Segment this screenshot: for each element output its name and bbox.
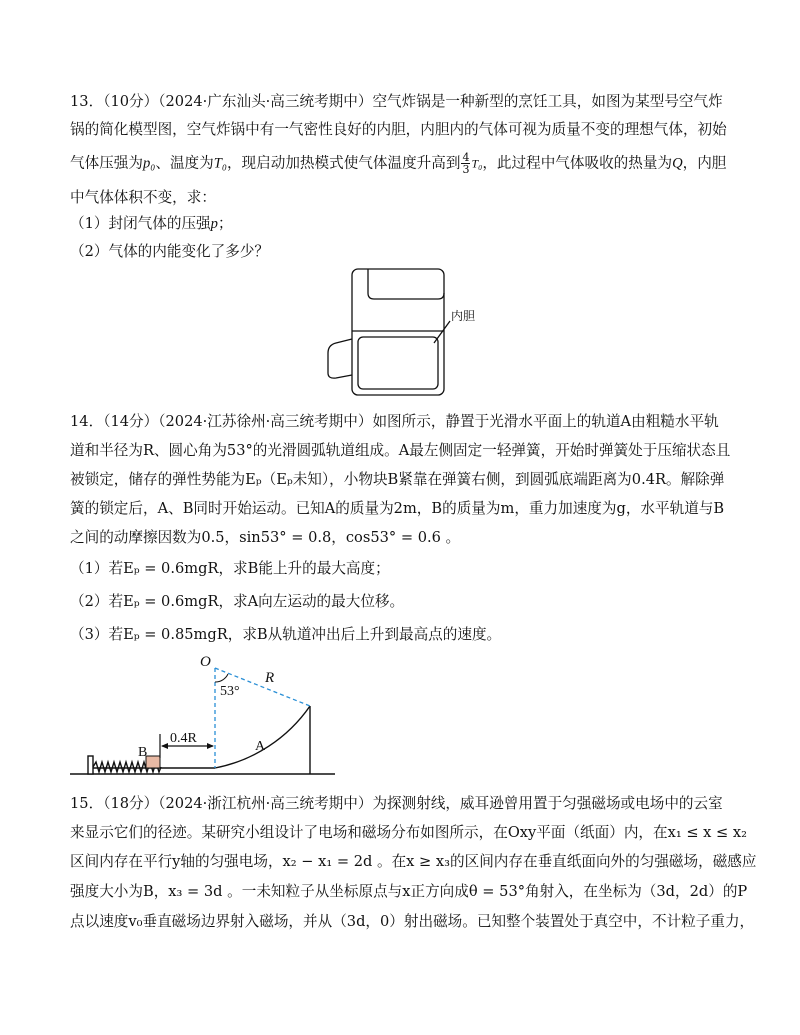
label-o: O [200, 654, 211, 670]
q13-line-2: 锅的简化模型图，空气炸锅中有一气密性良好的内胆，内胆内的气体可视为质量不变的理想气体，初始 [70, 121, 727, 138]
q14-sub-2: （2）若Eₚ = 0.6mgR，求A向左运动的最大位移。 [70, 593, 405, 610]
distance-arrowhead-right [207, 743, 214, 749]
q13-line-3 [70, 152, 726, 175]
q13-text-d: ，此过程中气体吸收的热量为 [482, 154, 673, 172]
q13-fraction [461, 152, 470, 175]
q13-line-1: 13．（10分）（2024·广东汕头·高三统考期中）空气炸锅是一种新型的烹饪工具，如图为某型号空气炸 [70, 93, 723, 110]
q15-line-1: 15．（18分）（2024·浙江杭州·高三统考期中）为探测射线，威耳逊曾用置于匀强磁场或电场中的云室 [70, 795, 723, 812]
q13-sub1-p: p [210, 216, 218, 232]
arc-track [215, 706, 310, 768]
q13-text-a: 气体压强为 [70, 154, 143, 172]
q13-line-4: 中气体体积不变，求： [70, 189, 216, 206]
q14-sub-1: （1）若Eₚ = 0.6mgR，求B能上升的最大高度； [70, 560, 390, 577]
q14-line-1: 14．（14分）（2024·江苏徐州·高三统考期中）如图所示，静置于光滑水平面上的轨道A由粗糙水平轨 [70, 413, 719, 430]
q13-t0: T₀ [213, 155, 227, 172]
left-wall [88, 756, 93, 774]
q14-line-3: 被锁定，储存的弹性势能为Eₚ（Eₚ未知），小物块B紧靠在弹簧右侧，到圆弧底端距离为0.4R。解除弹 [70, 471, 725, 488]
q13-sub1-end: ； [217, 215, 233, 232]
label-b: B [138, 745, 148, 760]
fryer-handle [328, 339, 352, 378]
q13-t0b: T₀ [471, 156, 483, 171]
fryer-top-panel [368, 269, 444, 299]
track-figure [60, 650, 340, 780]
label-angle: 53° [220, 684, 240, 699]
inner-pot-leader [434, 321, 450, 343]
q13-frac-den: 3 [462, 163, 470, 176]
q14-line-2: 道和半径为R、圆心角为53°的光滑圆弧轨道组成。A最左侧固定一轻弹簧，开始时弹簧处于压缩状态且 [70, 442, 731, 459]
q15-line-4: 强度大小为B，x₃ = 3d 。一未知粒子从坐标原点与x正方向成θ = 53°角射入，在坐标为（3d，2d）的P [70, 883, 748, 900]
q13-text-b: 、温度为 [155, 154, 214, 172]
label-distance: 0.4R [170, 731, 197, 746]
inner-pot [358, 337, 438, 389]
q14-line-5: 之间的动摩擦因数为0.5，sin53° = 0.8，cos53° = 0.6 。 [70, 529, 461, 546]
q15-line-3: 区间内存在平行y轴的匀强电场，x₂ − x₁ = 2d 。在x ≥ x₃的区间内存在垂直纸面向外的匀强磁场，磁感应 [70, 853, 757, 870]
q13-text-c: ，现启动加热模式使气体温度升高到 [226, 154, 461, 172]
fryer-body [352, 269, 444, 395]
q14-line-4: 簧的锁定后，A、B同时开始运动。已知A的质量为2m，B的质量为m，重力加速度为g，水平轨道与B [70, 500, 725, 517]
q15-line-2: 来显示它们的径迹。某研究小组设计了电场和磁场分布如图所示，在Oxy平面（纸面）内，在x₁ ≤ x ≤ x₂ [70, 824, 748, 841]
label-r: R [265, 670, 275, 686]
label-a: A [255, 739, 266, 754]
q14-sub-3: （3）若Eₚ = 0.85mgR，求B从轨道冲出后上升到最高点的速度。 [70, 626, 502, 643]
q13-sub-2: （2）气体的内能变化了多少？ [70, 243, 270, 260]
q13-p0: p₀ [142, 155, 156, 172]
q15-line-5: 点以速度v₀垂直磁场边界射入磁场，并从（3d，0）射出磁场。已知整个装置处于真空中，不计粒子重力， [70, 913, 755, 930]
air-fryer-figure [320, 265, 500, 400]
angle-arc [215, 674, 228, 682]
inner-pot-label: 内胆 [451, 309, 476, 323]
q13-sub-1 [70, 214, 233, 234]
distance-arrowhead-left [161, 743, 168, 749]
q13-text-e: ，内胆 [682, 154, 727, 172]
q13-frac-num: 4 [462, 151, 470, 164]
q13-sub1-text: （1）封闭气体的压强 [70, 215, 211, 232]
q13-q: Q [672, 155, 683, 172]
block-b [146, 756, 160, 768]
